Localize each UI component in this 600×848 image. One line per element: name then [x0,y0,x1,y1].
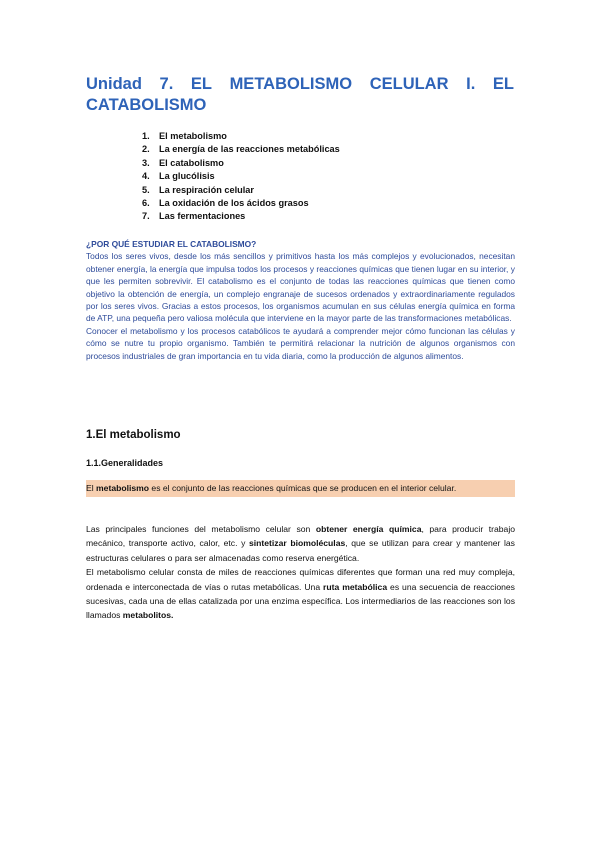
text-run: El metabolismo celular consta de miles de reacciones químicas diferentes que forman una red muy compleja, ordenada e interconectada de vías o rutas metabólicas. Una [86,567,515,592]
definition-text: es el conjunto de las reacciones químicas que se producen en el interior celular. [149,483,457,493]
title-line-2: CATABOLISMO [86,96,207,114]
title-word: 7. [159,75,174,93]
title-line-1 [86,74,514,95]
title-word: EL [492,75,514,93]
unit-title [86,74,514,116]
toc-label: El catabolismo [159,157,224,168]
toc-number: 4. [142,171,150,182]
toc-label: Las fermentaciones [159,211,246,222]
title-word: CELULAR [369,75,449,93]
section-heading: 1.El metabolismo [86,429,181,441]
text-run: , para producir trabajo mecánico, transporte activo, calor, etc. y [86,524,516,549]
definition-term: metabolismo [96,483,150,493]
toc-label: La oxidación de los ácidos grasos [159,197,309,208]
toc-number: 1. [142,131,150,141]
title-word: I. [466,75,476,93]
toc-number: 7. [142,211,150,222]
bold-term: obtener energía química [315,524,422,534]
definition-box [86,480,515,497]
toc-number: 6. [142,197,150,208]
toc-item [142,210,340,223]
toc-item [142,143,340,156]
table-of-contents [142,130,340,224]
paragraph-routes [86,565,515,623]
toc-label: La respiración celular [159,184,254,195]
why-paragraph-1: Todos los seres vivos, desde los más sencillos y primitivos hasta los más complejos y evolucionados, necesitan obtener energía, la energía que impulsa todos los procesos y reacciones químicas que tienen lugar en su interior, y que les permiten sobrevivir. El catabolismo es el conjunto de todas las reacciones químicas que tienen como objetivo la obtención de energía, un complejo engranaje de sucesos ordenados y extraordinariamente regulados por los seres vivos. Gracias a estos procesos, los organismos acumulan en sus células energía química en forma de ATP, una pequeña pero valiosa molécula que interviene en la mayor parte de las transformaciones metabólicas. [86,251,515,324]
toc-item [142,170,340,183]
text-run: , que se utilizan para crear y mantener las estructuras celulares o para ser almacenadas como reserva energética. [86,538,515,563]
toc-number: 3. [142,157,150,168]
why-study-heading: ¿POR QUÉ ESTUDIAR EL CATABOLISMO? [86,239,257,249]
toc-label: La glucólisis [159,171,215,182]
bold-term: ruta metabólica [323,581,388,592]
toc-number: 2. [142,144,150,155]
toc-label: La energía de las reacciones metabólicas [159,144,340,155]
paragraph-functions [86,522,515,565]
toc-item [142,197,340,210]
text-run: es una secuencia de reacciones sucesivas, cada una de ellas catalizada por una enzima específica. Los intermediarios de las reacciones son los llamados [86,581,515,621]
definition-text: El [86,483,97,493]
toc-number: 5. [142,184,150,195]
why-paragraph-2: Conocer el metabolismo y los procesos catabólicos te ayudará a comprender mejor cómo funcionan las células y cómo se nutre tu propio organismo. También te permitirá relacionar la nutrición de algunos organismos con procesos industriales de gran importancia en tu vida diaria, como la producción de algunos alimentos. [86,325,515,361]
title-word: Unidad [86,75,142,93]
title-word: METABOLISMO [229,75,353,93]
subsection-heading: 1.1.Generalidades [86,458,164,468]
body-text [86,522,515,623]
toc-item [142,184,340,197]
bold-term: metabolitos. [122,610,174,621]
toc-label: El metabolismo [159,131,227,141]
bold-term: sintetizar biomoléculas [249,538,346,549]
why-study-section [86,238,515,362]
text-run: Las principales funciones del metabolismo celular son [86,524,316,534]
toc-item [142,130,340,143]
toc-item [142,157,340,170]
title-word: EL [190,75,212,93]
